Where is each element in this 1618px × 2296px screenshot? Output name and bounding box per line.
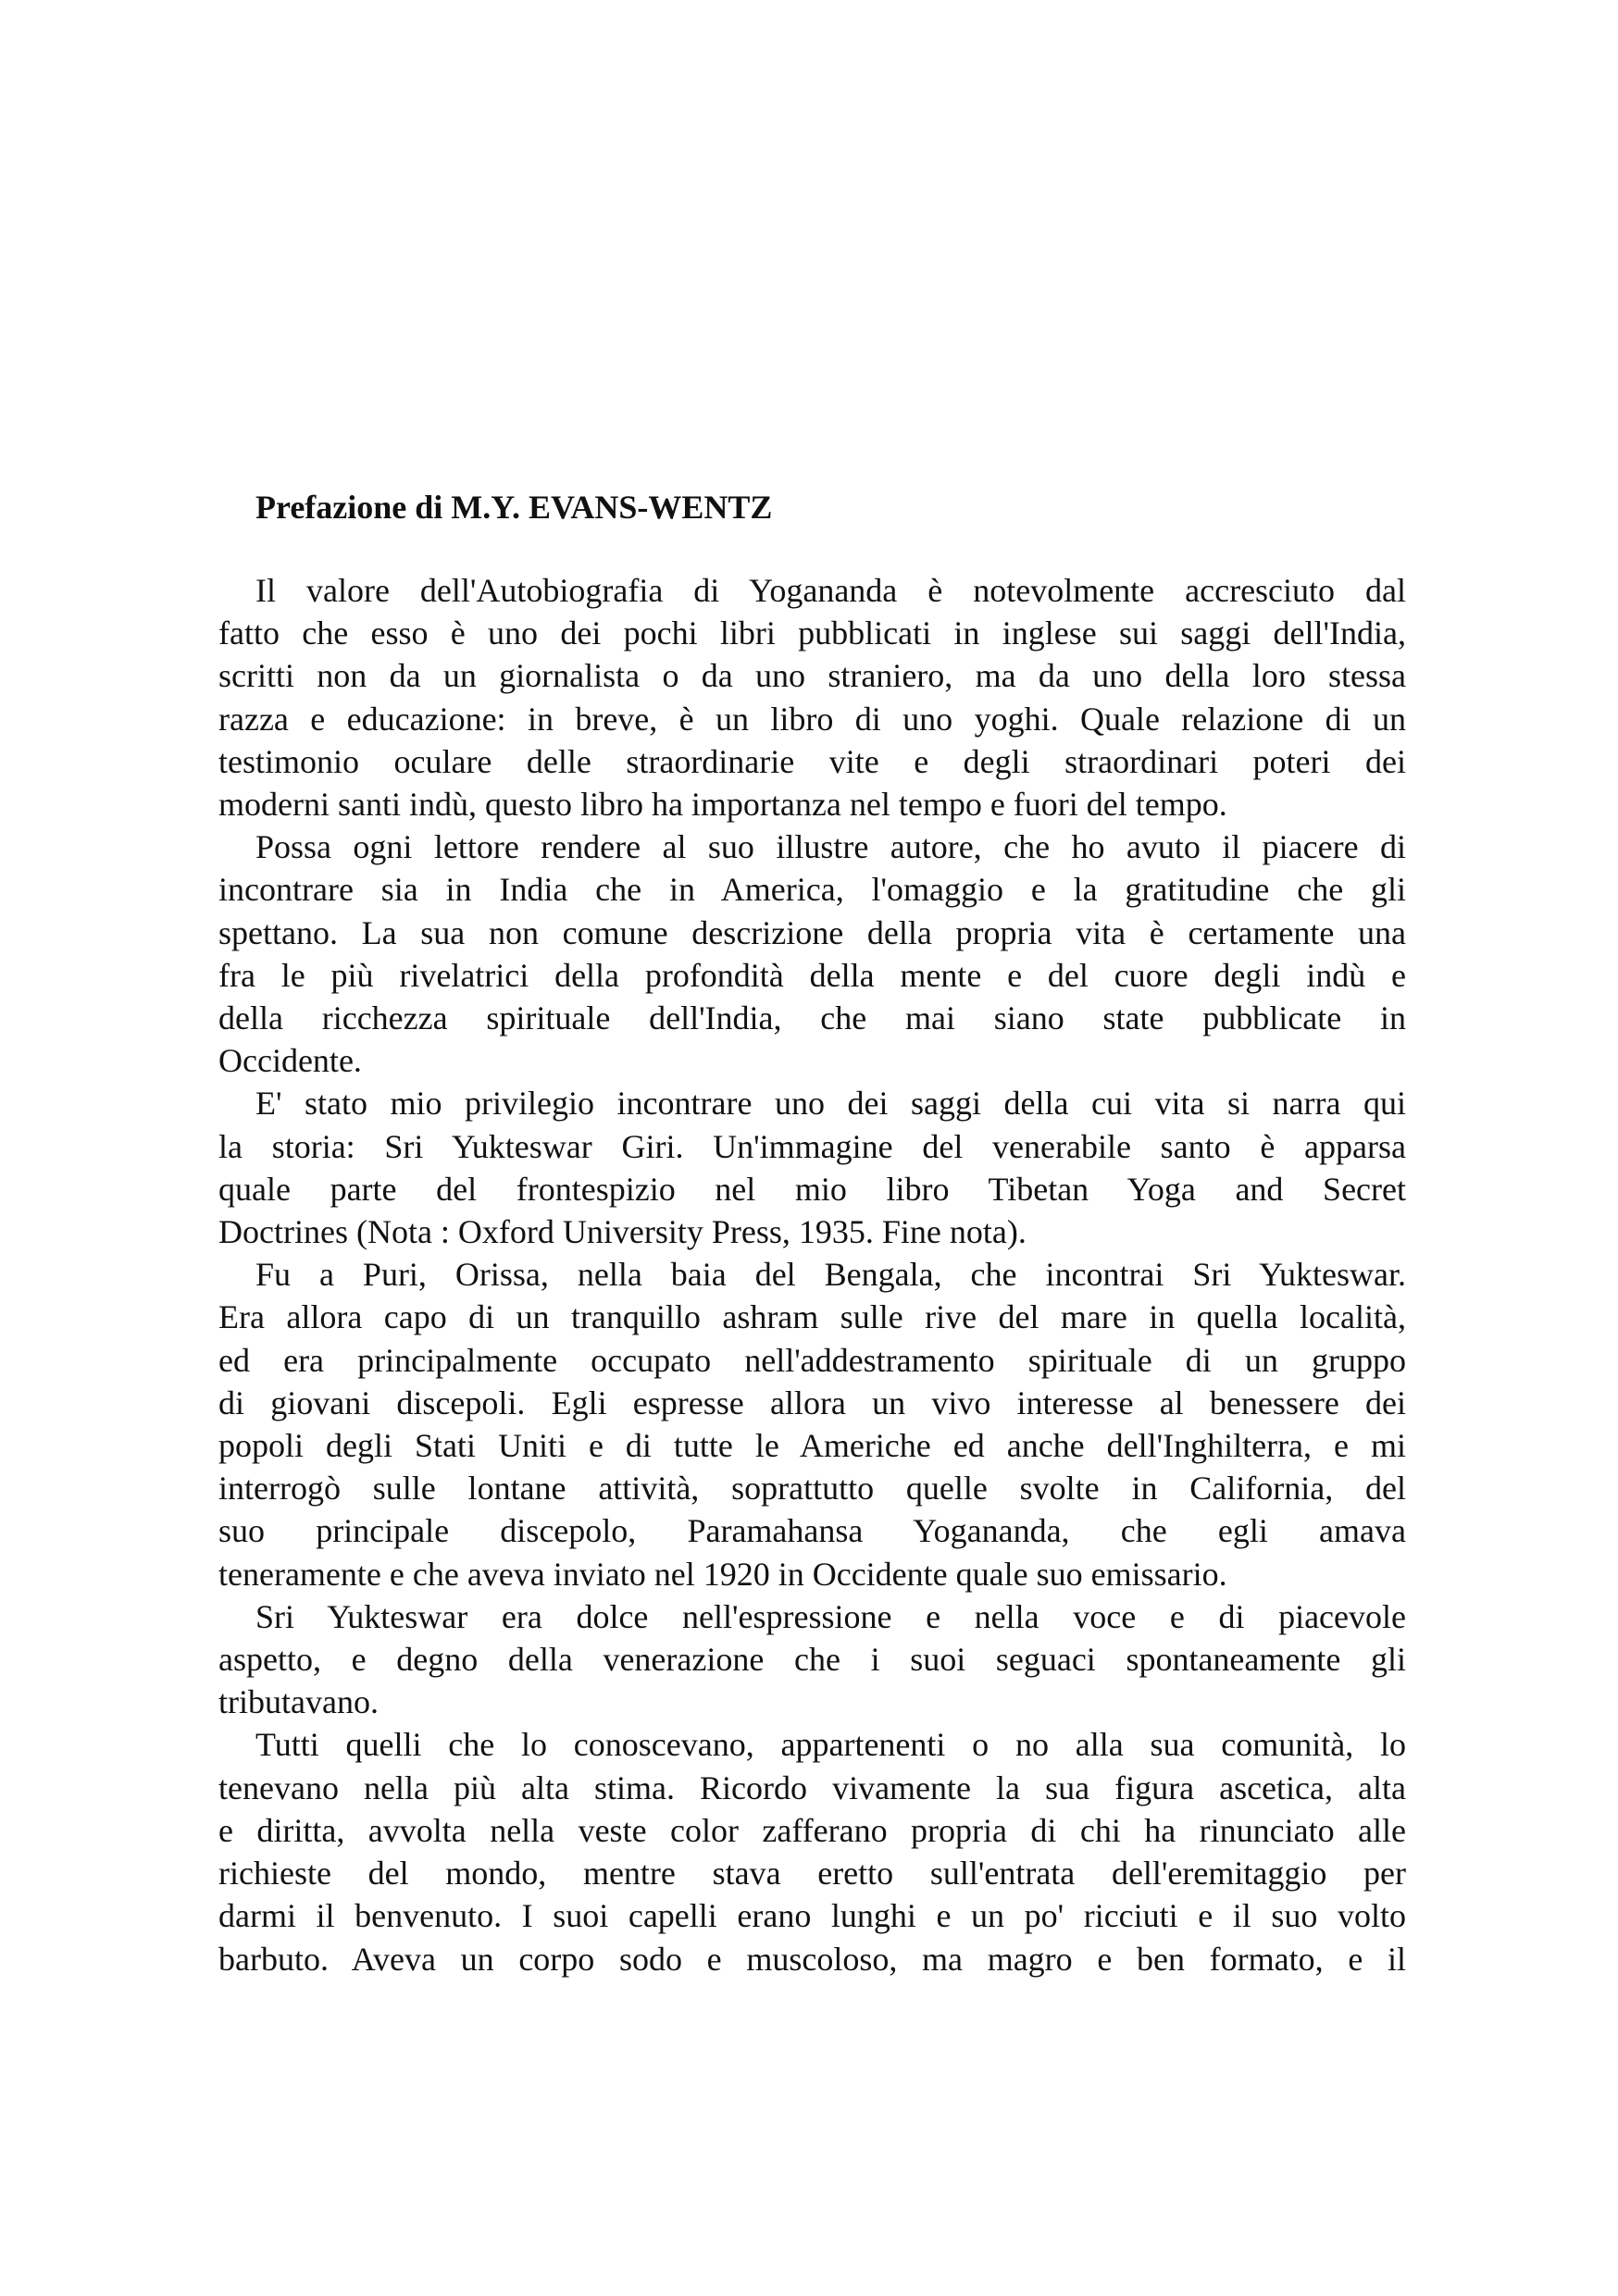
- text-line: della ricchezza spirituale dell'India, che mai siano state pubblicate in: [218, 999, 1406, 1037]
- text-line: la storia: Sri Yukteswar Giri. Un'immagine del venerabile santo è apparsa: [218, 1127, 1406, 1165]
- text-line: teneramente e che aveva inviato nel 1920 in Occidente quale suo emissario.: [218, 1555, 1227, 1593]
- text-line: Possa ogni lettore rendere al suo illustre autore, che ho avuto il piacere di: [255, 828, 1406, 866]
- text-line: di giovani discepoli. Egli espresse allora un vivo interesse al benessere dei: [218, 1384, 1406, 1421]
- text-line: richieste del mondo, mentre stava eretto sull'entrata dell'eremitaggio per: [218, 1855, 1406, 1893]
- text-line: barbuto. Aveva un corpo sodo e muscoloso, ma magro e ben formato, e il: [218, 1940, 1406, 1978]
- page-title: Prefazione di M.Y. EVANS-WENTZ: [255, 489, 773, 526]
- text-line: aspetto, e degno della venerazione che i suoi seguaci spontaneamente gli: [218, 1641, 1406, 1679]
- text-line: Occidente.: [218, 1042, 362, 1080]
- text-line: Il valore dell'Autobiografia di Yogananda è notevolmente accresciuto dal: [255, 572, 1406, 609]
- text-line: ed era principalmente occupato nell'addestramento spirituale di un gruppo: [218, 1341, 1406, 1379]
- text-line: Doctrines (Nota : Oxford University Press, 1935. Fine nota).: [218, 1213, 1027, 1251]
- text-line: moderni santi indù, questo libro ha importanza nel tempo e fuori del tempo.: [218, 786, 1227, 824]
- text-line: interrogò sulle lontane attività, soprattutto quelle svolte in California, del: [218, 1470, 1406, 1508]
- text-line: quale parte del frontespizio nel mio libro Tibetan Yoga and Secret: [218, 1170, 1406, 1208]
- body-text: [218, 569, 1406, 1980]
- text-line: testimonio oculare delle straordinarie vite e degli straordinari poteri dei: [218, 742, 1406, 780]
- text-line: e diritta, avvolta nella veste color zafferano propria di chi ha rinunciato alle: [218, 1811, 1406, 1849]
- text-line: razza e educazione: in breve, è un libro di uno yoghi. Quale relazione di un: [218, 700, 1406, 738]
- text-line: tributavano.: [218, 1683, 379, 1721]
- text-line: fra le più rivelatrici della profondità della mente e del cuore degli indù e: [218, 956, 1406, 994]
- text-line: darmi il benvenuto. I suoi capelli erano lunghi e un po' ricciuti e il suo volto: [218, 1897, 1406, 1935]
- text-line: incontrare sia in India che in America, l'omaggio e la gratitudine che gli: [218, 871, 1406, 909]
- text-line: Era allora capo di un tranquillo ashram sulle rive del mare in quella località,: [218, 1298, 1406, 1336]
- text-line: scritti non da un giornalista o da uno straniero, ma da uno della loro stessa: [218, 657, 1406, 695]
- text-line: Fu a Puri, Orissa, nella baia del Bengala, che incontrai Sri Yukteswar.: [255, 1256, 1406, 1294]
- text-line: popoli degli Stati Uniti e di tutte le Americhe ed anche dell'Inghilterra, e mi: [218, 1427, 1406, 1465]
- text-line: Tutti quelli che lo conoscevano, appartenenti o no alla sua comunità, lo: [255, 1726, 1406, 1764]
- text-line: spettano. La sua non comune descrizione della propria vita è certamente una: [218, 913, 1406, 951]
- text-line: Sri Yukteswar era dolce nell'espressione e nella voce e di piacevole: [255, 1597, 1406, 1635]
- text-line: tenevano nella più alta stima. Ricordo vivamente la sua figura ascetica, alta: [218, 1769, 1406, 1806]
- text-line: E' stato mio privilegio incontrare uno dei saggi della cui vita si narra qui: [255, 1085, 1406, 1123]
- page-content: [218, 486, 1406, 1980]
- text-line: fatto che esso è uno dei pochi libri pubblicati in inglese sui saggi dell'India,: [218, 614, 1406, 652]
- text-line: suo principale discepolo, Paramahansa Yogananda, che egli amava: [218, 1512, 1406, 1550]
